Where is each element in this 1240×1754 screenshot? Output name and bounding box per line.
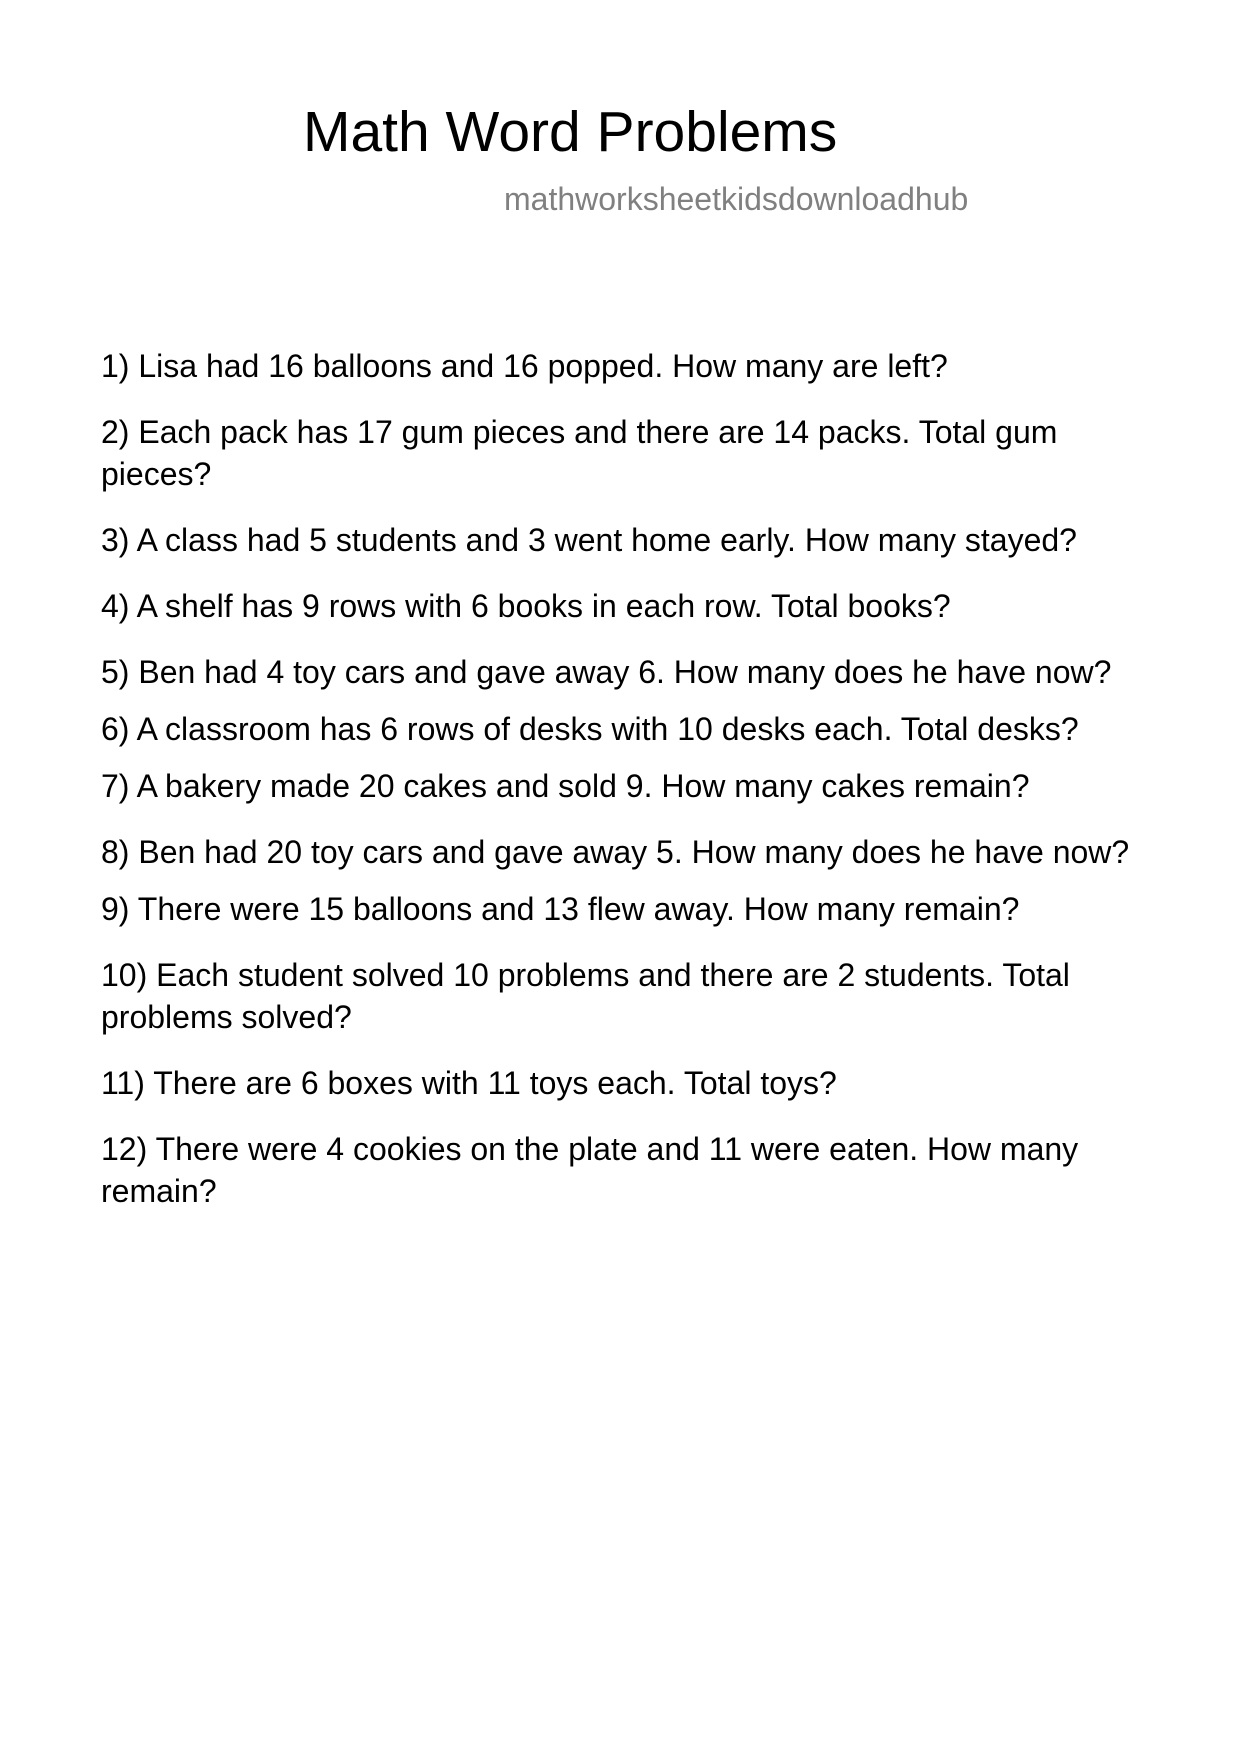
problem-1: 1) Lisa had 16 balloons and 16 popped. How many are left? <box>101 348 948 384</box>
page-subtitle: mathworksheetkidsdownloadhub <box>504 181 969 217</box>
problem-2: 2) Each pack has 17 gum pieces and there are 14 packs. Total gum pieces? <box>101 414 1058 492</box>
problem-4: 4) A shelf has 9 rows with 6 books in each row. Total books? <box>101 588 951 624</box>
problem-10: 10) Each student solved 10 problems and there are 2 students. Total problems solved? <box>101 957 1070 1035</box>
problem-12: 12) There were 4 cookies on the plate and 11 were eaten. How many remain? <box>101 1131 1079 1209</box>
problem-list <box>101 345 1146 1236</box>
problem-7: 7) A bakery made 20 cakes and sold 9. How many cakes remain? <box>101 768 1030 804</box>
problem-6: 6) A classroom has 6 rows of desks with 10 desks each. Total desks? <box>101 711 1079 747</box>
problem-5: 5) Ben had 4 toy cars and gave away 6. How many does he have now? <box>101 654 1112 690</box>
problem-11: 11) There are 6 boxes with 11 toys each. Total toys? <box>101 1065 837 1101</box>
problem-9: 9) There were 15 balloons and 13 flew away. How many remain? <box>101 891 1020 927</box>
problem-3: 3) A class had 5 students and 3 went home early. How many stayed? <box>101 522 1077 558</box>
problem-8: 8) Ben had 20 toy cars and gave away 5. How many does he have now? <box>101 834 1130 870</box>
page-title: Math Word Problems <box>303 100 838 164</box>
